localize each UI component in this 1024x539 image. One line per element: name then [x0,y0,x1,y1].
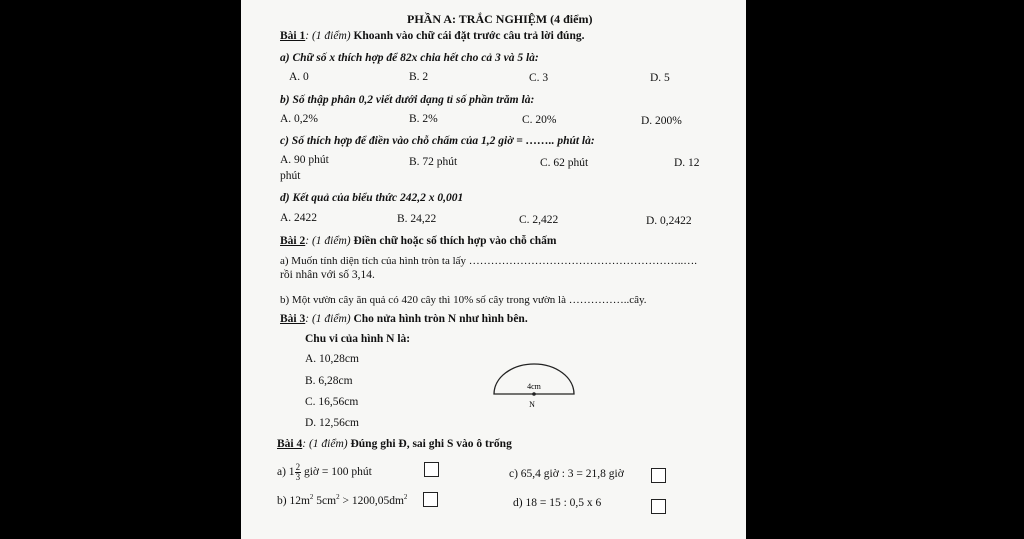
bai1-b-question: b) Số thập phân 0,2 viết dưới dạng tỉ số phần trăm là: [280,94,535,106]
bai4-label: Bài 4 [277,438,303,450]
bai4-d-answer-box[interactable] [651,499,666,514]
bai2-a-line2: rồi nhân với số 3,14. [280,269,375,281]
center-label: N [529,400,535,409]
bai1-a-question: a) Chữ số x thích hợp để 82x chia hết cho cả 3 và 5 là: [280,52,539,64]
bai1-b-option-b: B. 2% [409,113,438,125]
semicircle-figure [490,360,578,412]
bai2-b-line: b) Một vườn cây ăn quả có 420 cây thì 10% số cây trong vườn là ……………..cây. [280,294,647,306]
bai3-option-d: D. 12,56cm [305,417,359,429]
fraction-numerator: 2 [295,462,301,472]
bai4-b-statement [277,490,407,508]
bai2-a-line1: a) Muốn tính diện tích của hình tròn ta lấy …………………………………………………..…. [280,255,698,267]
bai2-points: : (1 điểm) [305,235,351,247]
bai4-b-exp1: 2 [309,493,314,501]
bai4-c-statement: c) 65,4 giờ : 3 = 21,8 giờ [509,468,624,480]
bai1-points: : (1 điểm) [305,30,351,42]
bai1-b-option-a: A. 0,2% [280,113,319,125]
bai1-b-option-c: C. 20% [522,114,557,126]
bai4-c-answer-box[interactable] [651,468,666,483]
bai4-a-statement [277,463,372,482]
bai4-b-part1: b) 12m [277,494,310,507]
section-title: PHẦN A: TRẮC NGHIỆM (4 điểm) [407,12,593,26]
bai4-b-part3: > 1200,05dm [339,494,404,507]
bai2-heading [280,234,557,248]
bai1-a-option-c: C. 3 [529,72,549,84]
bai4-instruction: Đúng ghi Đ, sai ghi S vào ô trống [347,438,512,450]
bai3-instruction: Cho nửa hình tròn N như hình bên. [350,313,528,325]
bai4-points: : (1 điểm) [302,438,348,450]
bai1-c-option-b: B. 72 phút [409,156,458,168]
exam-paper [241,0,746,539]
bai1-a-option-d: D. 5 [650,72,670,84]
bai4-b-part2: 5cm [313,494,337,507]
bai2-label: Bài 2 [280,235,306,247]
bai1-instruction: Khoanh vào chữ cái đặt trước câu trả lời đúng. [350,30,585,42]
bai1-d-option-b: B. 24,22 [397,213,437,225]
bai1-c-question: c) Số thích hợp để điền vào chỗ chấm của 1,2 giờ = …….. phút là: [280,135,595,147]
bai4-b-exp3: 2 [403,493,408,501]
bai1-d-option-c: C. 2,422 [519,214,559,226]
bai3-heading [280,312,528,326]
bai3-label: Bài 3 [280,313,306,325]
bai1-d-option-d: D. 0,2422 [646,215,692,227]
bai2-instruction: Điền chữ hoặc số thích hợp vào chỗ chấm [350,235,557,247]
bai4-b-exp2: 2 [336,493,340,501]
bai1-c-option-a: A. 90 phút [280,154,329,166]
bai1-heading [280,29,584,43]
bai4-d-statement: d) 18 = 15 : 0,5 x 6 [513,497,602,509]
bai1-a-option-a: A. 0 [289,71,309,83]
bai1-a-option-b: B. 2 [409,71,429,83]
bai4-b-answer-box[interactable] [423,492,438,507]
bai1-label: Bài 1 [280,30,306,42]
center-point [532,392,536,396]
bai4-heading [277,437,512,451]
bai1-c-option-a-wrap: phút [280,170,301,182]
diameter-label: 4cm [527,382,541,391]
bai3-option-a: A. 10,28cm [305,353,359,365]
bai1-c-option-c: C. 62 phút [540,157,589,169]
bai1-d-question: d) Kết quả của biểu thức 242,2 x 0,001 [280,192,464,204]
fraction-denominator: 3 [295,472,301,482]
bai4-a-rest: giờ = 100 phút [301,466,372,479]
bai4-a-prefix: a) 1 [277,466,295,479]
bai3-question: Chu vi của hình N là: [305,333,411,345]
bai4-a-answer-box[interactable] [424,462,439,477]
bai1-d-option-a: A. 2422 [280,212,318,224]
bai1-b-option-d: D. 200% [641,115,682,127]
bai1-c-option-d: D. 12 [674,157,700,169]
bai3-points: : (1 điểm) [305,313,351,325]
bai3-option-c: C. 16,56cm [305,396,359,408]
bai3-option-b: B. 6,28cm [305,375,353,387]
